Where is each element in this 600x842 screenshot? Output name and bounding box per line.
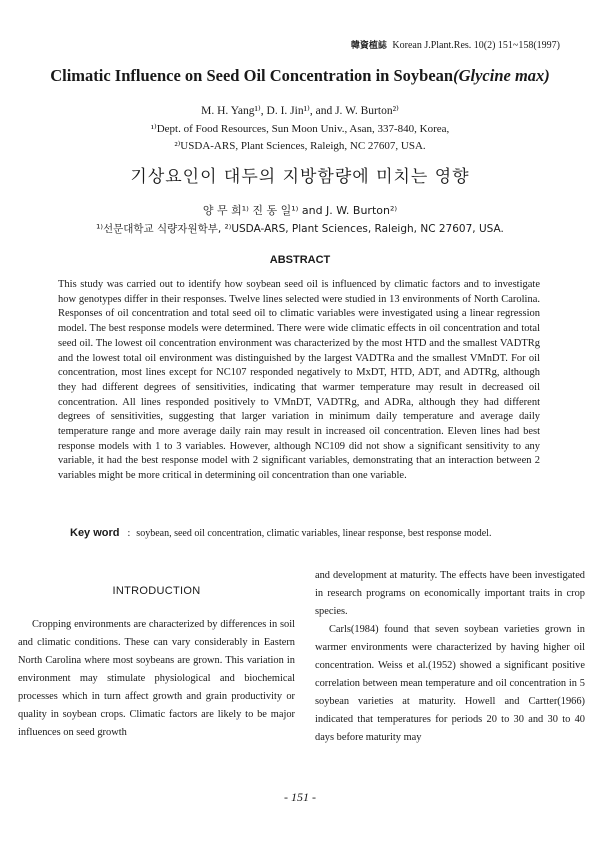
introduction-paragraph-1: Cropping environments are characterized by differences in soil and climatic conditions. These can vary considerably in Eastern North Carolina where most soybeans are grown. This variation in environment may stimulate physiological and biochemical processes which in turn affect growth and grain productivity or quality in soybean crops. Climatic factors are likely to be major influences on seed growth [18, 619, 295, 738]
right-column [315, 567, 585, 747]
journal-header [351, 38, 560, 51]
affiliation-1: ¹⁾Dept. of Food Resources, Sun Moon Univ., Asan, 337-840, Korea, [150, 123, 450, 135]
keywords-colon: : [127, 528, 131, 539]
abstract-heading: ABSTRACT [269, 254, 331, 266]
introduction-paragraph-2: Carls(1984) found that seven soybean varieties grown in warmer environments were characterized by having higher oil concentration. Weiss et al.(1952) showed a significant positive correlation between mean temperature and oil concentration in 5 soybean varieties at maturity. Howell and Cartter(1966) indicated that temperatures for periods 20 to 30 and 30 to 40 days before maturity may [315, 624, 585, 743]
keywords-text: soybean, seed oil concentration, climatic variables, linear response, best response model. [136, 528, 492, 539]
journal-citation: Korean J.Plant.Res. 10(2) 151~158(1997) [392, 40, 560, 51]
keywords-label: Key word [70, 527, 120, 539]
affiliation-2: ²⁾USDA-ARS, Plant Sciences, Raleigh, NC 27607, USA. [174, 140, 426, 152]
abstract-body: This study was carried out to identify how soybean seed oil is influenced by climatic factors and to investigate how genotypes differ in their responses. Twelve lines selected were studied in 13 environments of North Carolina. Responses of oil concentration and total seed oil to climatic variables were investigated using a linear regression model. The best response models were determined. There were wide climatic effects in oil concentration and total seed oil. The lowest oil concentration environment was characterized by the most HTD and the smallest VADTRg and the lowest total oil environment was distinguished by the largest VADTRa and the smallest VMnDT. For oil concentration, most lines except for NC107 responded negatively to MxDT, HTD, ADT, and ADTRg, although they had different degrees of sensitivities, indicating that warmer temperature may result in decreased oil concentration. All lines responded positively to VMnDT, VADTRg, and ADRa, although they had different degrees of sensitivities, suggesting that larger variation in minimum daily temperature and average daily temperature range and more average daily rain may result in increased oil concentration. Eleven lines had best response models with 1 to 3 variables. However, although NC109 did not show a significant sensitivity to any variable, it had the best response model with 2 significant variables, demonstrating that an interaction between 2 variables might be more critical in determining oil concentration than one variable. [58, 279, 540, 482]
paper-title [0, 66, 600, 86]
introduction-heading: INTRODUCTION [112, 585, 201, 597]
left-column [18, 582, 295, 742]
journal-korean-abbrev: 韓資植誌 [350, 41, 387, 51]
korean-affiliations: ¹⁾선문대학교 식량자원학부, ²⁾USDA-ARS, Plant Sciences, Raleigh, NC 27607, USA. [96, 223, 504, 235]
korean-title: 기상요인이 대두의 지방함량에 미치는 영향 [130, 167, 470, 187]
korean-author-list: 양 무 희¹⁾ 진 동 일¹⁾ and J. W. Burton²⁾ [202, 204, 398, 217]
keywords [70, 527, 570, 539]
paper-title-main: Climatic Influence on Seed Oil Concentration in Soybean [50, 66, 454, 85]
paper-title-species: (Glycine max) [453, 66, 550, 85]
author-list: M. H. Yang¹⁾, D. I. Jin¹⁾, and J. W. Burton²⁾ [201, 105, 399, 117]
page-number: - 151 - [284, 790, 316, 804]
introduction-continuation: and development at maturity. The effects have been investigated in research programs on economically important traits in crop species. [315, 570, 585, 617]
